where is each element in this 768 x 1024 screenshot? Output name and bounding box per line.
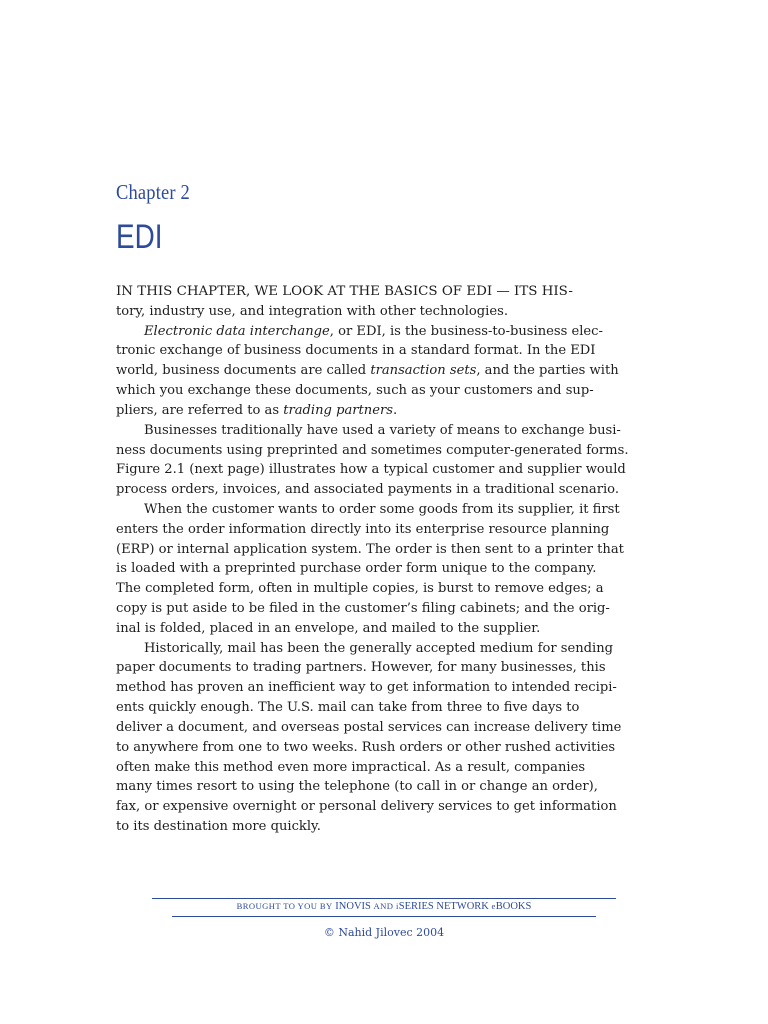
paragraph-3-line: (ERP) or internal application system. The order is then sent to a printer that — [116, 541, 624, 557]
paragraph-4-line: to its destination more quickly. — [116, 818, 321, 834]
paragraph-2-line: ness documents using preprinted and sometimes computer-generated forms. — [116, 442, 629, 458]
footer-inovis: INOVIS — [335, 901, 371, 912]
footer-series-prefix: i — [395, 901, 399, 911]
footer-brought-text: BROUGHT TO YOU BY — [236, 901, 333, 911]
footer-and-text: AND — [373, 901, 394, 911]
paragraph-3-line: enters the order information directly into its enterprise resource planning — [116, 521, 610, 537]
intro-lead-line: IN THIS CHAPTER, WE LOOK AT THE BASICS OF EDI — ITS HIS- — [116, 284, 573, 299]
paragraph-1-line: tronic exchange of business documents in a standard format. In the EDI — [116, 343, 596, 359]
footer-series: SERIES NETWORK — [398, 901, 489, 912]
chapter-label: Chapter 2 — [116, 180, 190, 204]
footer-credit — [152, 901, 616, 912]
chapter-body — [116, 282, 656, 837]
paragraph-1-line — [116, 361, 656, 381]
paragraph-4-line: deliver a document, and overseas postal services can increase delivery time — [116, 719, 622, 735]
paragraph-1-line — [116, 322, 656, 342]
text-span: pliers, are referred to as — [116, 402, 284, 418]
paragraph-3-line: The completed form, often in multiple copies, is burst to remove edges; a — [116, 581, 604, 597]
paragraph-4-line: often make this method even more impractical. As a result, companies — [116, 759, 586, 775]
paragraph-4-line: many times resort to using the telephone (to call in or change an order), — [116, 779, 598, 795]
paragraph-3-line: inal is folded, placed in an envelope, and mailed to the supplier. — [116, 620, 541, 636]
footer-rule-top — [152, 898, 616, 899]
footer-ebooks-prefix: e — [491, 901, 496, 911]
text-span: . — [392, 402, 398, 418]
paragraph-3-line: When the customer wants to order some goods from its supplier, it first — [144, 501, 620, 517]
paragraph-4-line: to anywhere from one to two weeks. Rush orders or other rushed activities — [116, 739, 616, 755]
paragraph-4-line: method has proven an inefficient way to get information to intended recipi- — [116, 680, 617, 696]
term-electronic-data-interchange: Electronic data interchange — [144, 323, 330, 339]
paragraph-4-line: fax, or expensive overnight or personal delivery services to get information — [116, 799, 617, 815]
paragraph-3-line: copy is put aside to be filed in the customer’s filing cabinets; and the orig- — [116, 601, 610, 616]
paragraph-2-line: Businesses traditionally have used a variety of means to exchange busi- — [144, 422, 621, 438]
paragraph-4-line: Historically, mail has been the generally accepted medium for sending — [144, 640, 614, 656]
paragraph-2-line: Figure 2.1 (next page) illustrates how a typical customer and supplier would — [116, 462, 626, 478]
term-transaction-sets: transaction sets — [370, 363, 477, 379]
paragraph-4-line: paper documents to trading partners. However, for many businesses, this — [116, 660, 606, 676]
text-span: , or EDI, is the business-to-business elec- — [329, 323, 603, 339]
intro-line: tory, industry use, and integration with other technologies. — [116, 303, 508, 319]
footer-rule-bottom — [172, 916, 596, 917]
term-trading-partners: trading partners — [283, 402, 393, 418]
footer-ebooks: BOOKS — [495, 901, 532, 912]
paragraph-4-line: ents quickly enough. The U.S. mail can take from three to five days to — [116, 700, 580, 716]
paragraph-1-line — [116, 401, 656, 421]
paragraph-1-line: which you exchange these documents, such as your customers and sup- — [116, 383, 594, 399]
paragraph-3-line: is loaded with a preprinted purchase order form unique to the company. — [116, 561, 597, 577]
paragraph-2-line: process orders, invoices, and associated payments in a traditional scenario. — [116, 482, 619, 498]
chapter-title: EDI — [116, 218, 163, 256]
text-span: , and the parties with — [476, 363, 619, 379]
copyright-notice: © Nahid Jilovec 2004 — [323, 926, 445, 939]
text-span: world, business documents are called — [116, 363, 371, 379]
